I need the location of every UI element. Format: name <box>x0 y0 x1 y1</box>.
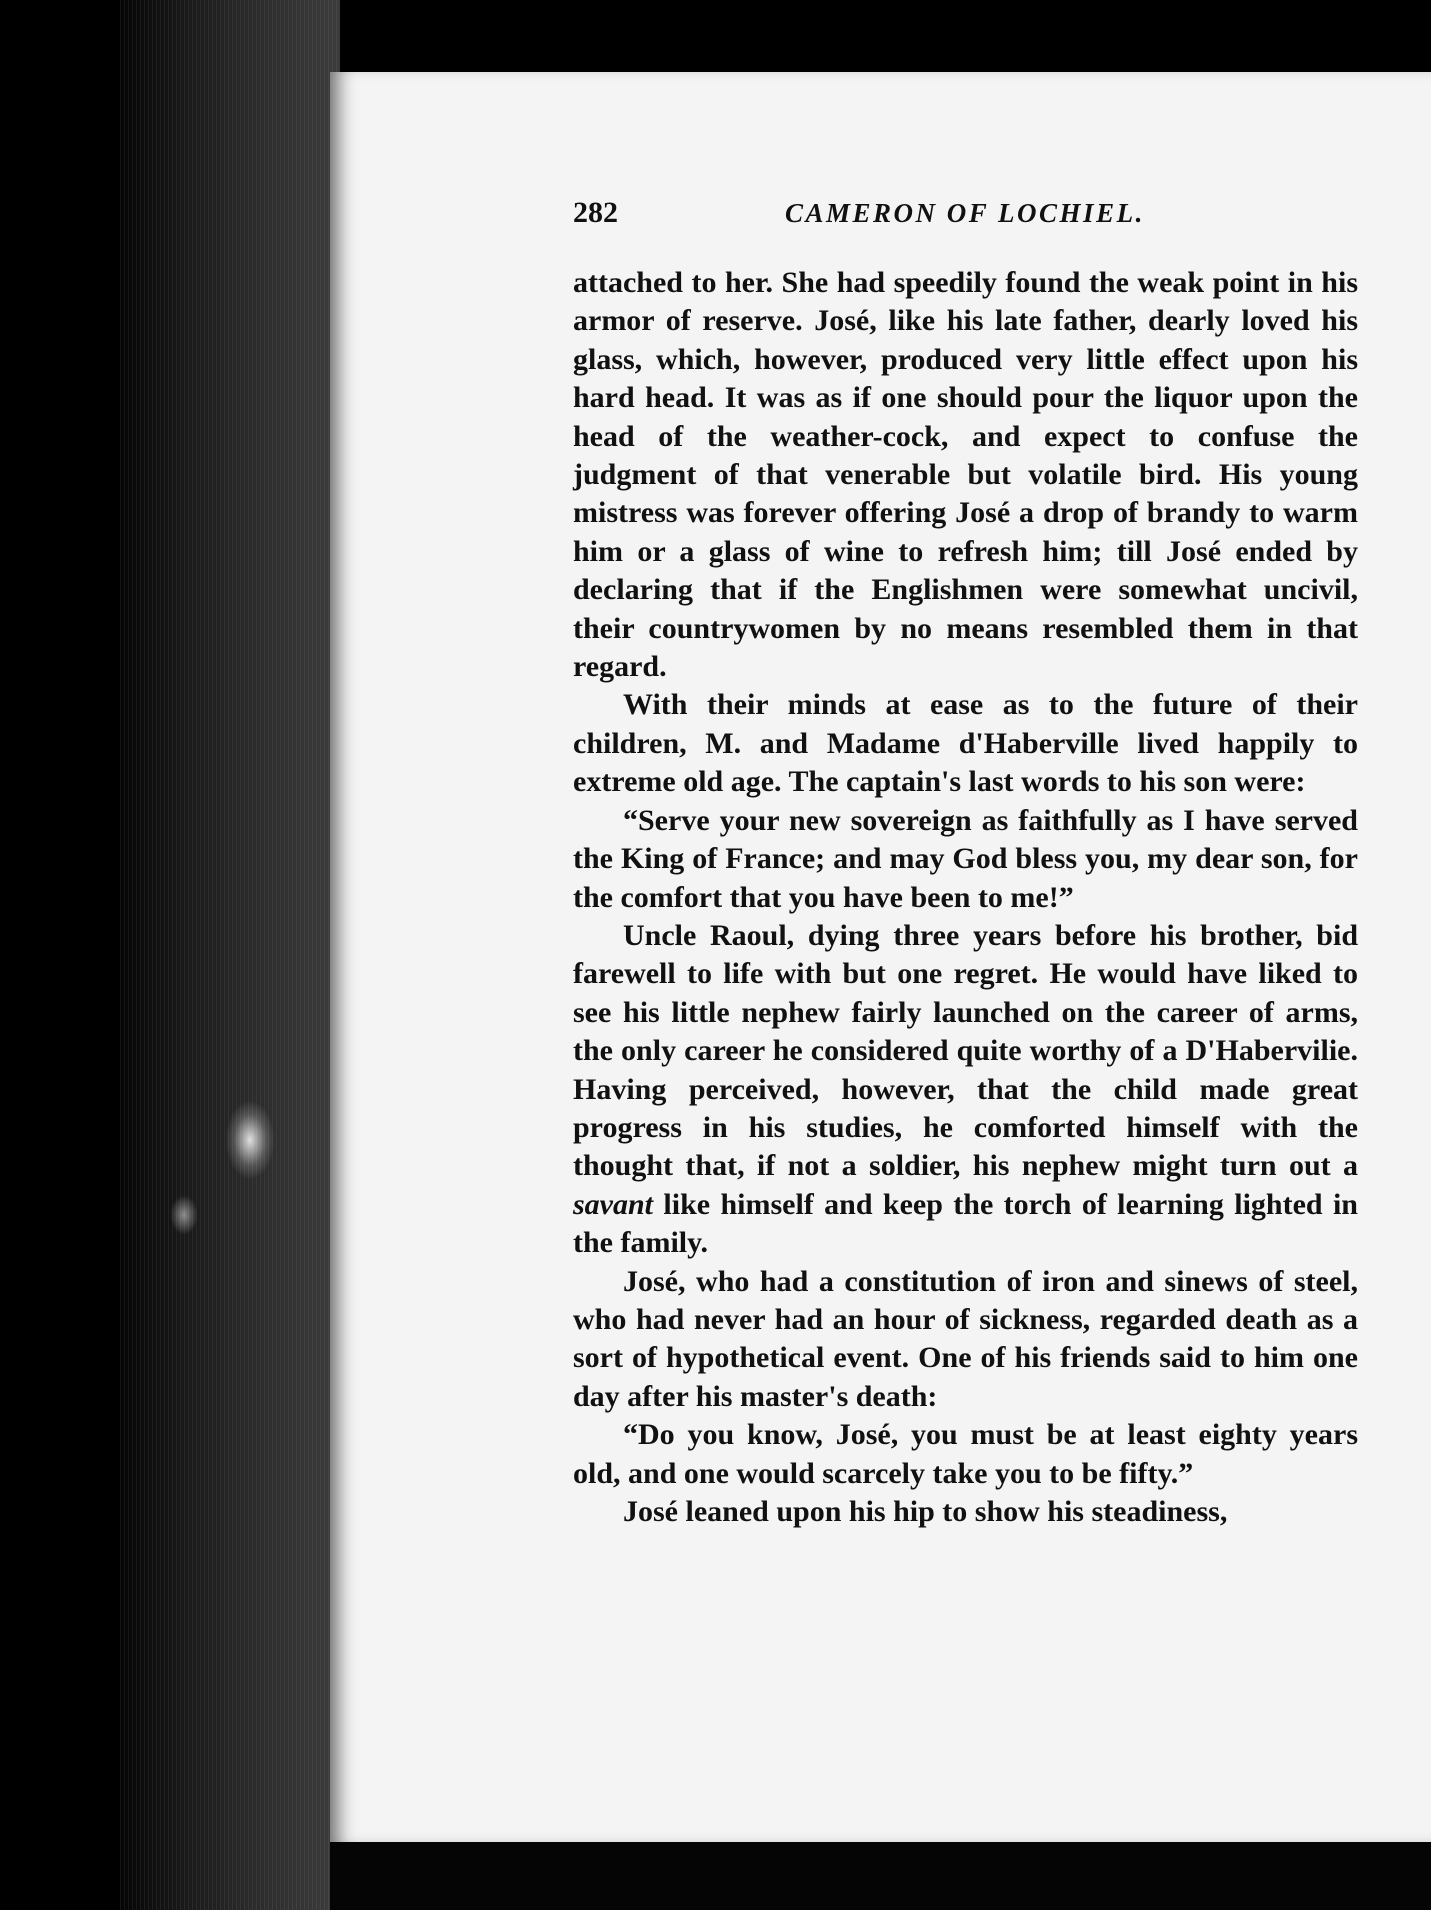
text-run: like himself and keep the torch of learning lighted in the family. <box>573 1187 1358 1260</box>
paragraph-quote <box>573 802 1358 917</box>
text-run: “Serve your new sovereign as faithfully as I have served the King of France; and may God bless you, my dear son, for the comfort that you have been to me!” <box>573 803 1358 914</box>
paragraph <box>573 264 1358 686</box>
spine-light-reflection-small <box>170 1195 198 1235</box>
page-number: 282 <box>573 196 618 229</box>
italic-word-savant: savant <box>573 1187 654 1221</box>
text-run: José, who had a constitution of iron and sinews of steel, who had never had an hour of sickness, regarded death as a sort of hypothetical event. One of his friends said to him one day after his master's death: <box>573 1264 1358 1413</box>
page-header <box>573 196 1353 240</box>
text-run: With their minds at ease as to the future of their children, M. and Madame d'Haberville lived happily to extreme old age. The captain's last words to his son were: <box>573 688 1358 799</box>
paragraph-quote <box>573 1416 1358 1493</box>
text-run: Uncle Raoul, dying three years before his brother, bid farewell to life with but one regret. He would have liked to see his little nephew fairly launched on the career of arms, the only career he considered quite worthy of a D'Habervilie. Having perceived, however, that the child made great progress in his studies, he comforted himself with the thought that, if not a soldier, his nephew might turn out a <box>573 918 1358 1183</box>
paragraph <box>573 1263 1358 1417</box>
text-run: José leaned upon his hip to show his steadiness, <box>623 1495 1228 1528</box>
text-run: “Do you know, José, you must be at least eighty years old, and one would scarcely take you to be fifty.” <box>573 1418 1358 1490</box>
book-spine <box>120 0 340 1910</box>
paragraph <box>573 686 1358 801</box>
text-run: attached to her. She had speedily found the weak point in his armor of reserve. José, like his late father, dearly loved his glass, which, however, produced very little effect upon his hard head. It was as if one should pour the liquor upon the head of the weather-cock, and expect to confuse the judgment of that venerable but volatile bird. His young mistress was forever offering José a drop of brandy to warm him or a glass of wine to refresh him; till José ended by declaring that if the Englishmen were somewhat uncivil, their countrywomen by no means resembled them in that regard. <box>573 266 1358 684</box>
page-bottom-edge <box>330 1842 1431 1910</box>
body-text <box>573 264 1358 1531</box>
paragraph <box>573 917 1358 1263</box>
paragraph <box>573 1493 1358 1531</box>
spine-light-reflection <box>225 1100 275 1180</box>
running-head: CAMERON OF LOCHIEL. <box>785 198 1145 228</box>
